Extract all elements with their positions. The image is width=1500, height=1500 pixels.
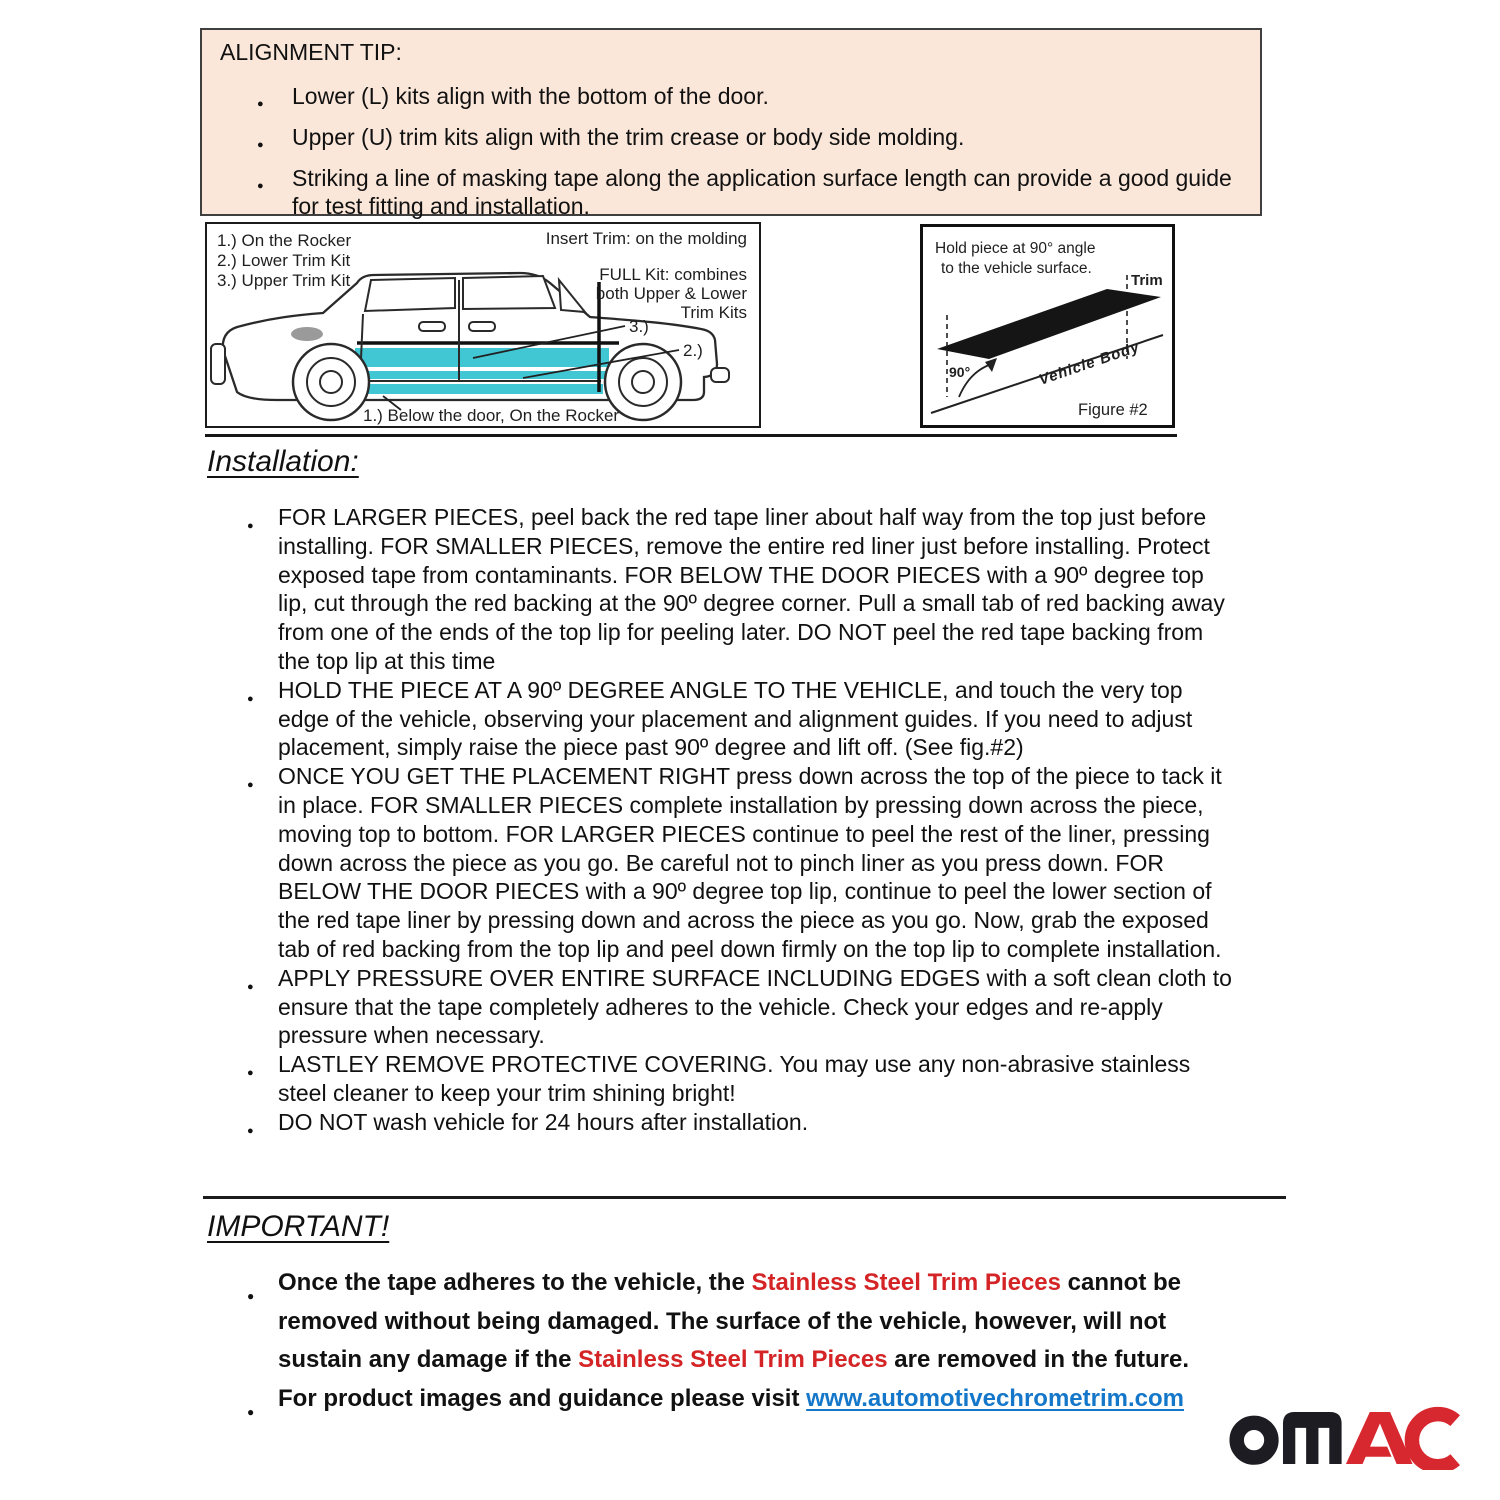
figure2-caption: to the vehicle surface. [941,260,1092,277]
label-2: 2.) [683,341,703,360]
tip-bullet-text: Upper (U) trim kits align with the trim crease or body side molding. [292,124,965,150]
installation-bullet-text: DO NOT wash vehicle for 24 hours after installation. [278,1108,809,1135]
trim-label: Trim [1131,272,1163,289]
important-text: Once the tape adheres to the vehicle, the [278,1269,752,1296]
important-list [247,1264,1232,1418]
car-diagram-box [205,222,761,428]
logo-letter-c [1412,1414,1455,1466]
vehicle-body-label: Vehicle Body [1036,338,1143,389]
omac-logo [1228,1406,1474,1470]
list-item [247,762,1239,964]
important-text: For product images and guidance please visit [278,1384,807,1412]
figure2-illustration [923,227,1172,425]
important-text: cannot be removed without being damaged. The surface of the vehicle, however, will not sustain any damage if the [278,1269,1182,1373]
logo-letter-m [1283,1412,1342,1464]
list-item [220,123,1242,151]
label-1: 1.) Below the door, On the Rocker [363,406,620,425]
front-window [365,278,455,311]
figure-number-label: Figure #2 [1078,401,1148,419]
list-item [247,964,1239,1050]
highlighted-product-name: Stainless Steel Trim Pieces [578,1346,888,1373]
car-legend-line: 1.) On the Rocker [217,231,352,250]
website-link[interactable]: www.automotivechrometrim.com [806,1384,1184,1412]
list-item [247,1050,1239,1108]
full-kit-label: FULL Kit: combines [599,265,747,284]
installation-heading: Installation: [207,445,359,478]
figure2-box [920,224,1175,428]
mirror [291,327,323,341]
figure2-caption: Hold piece at 90° angle [935,240,1096,257]
installation-bullet-text: ONCE YOU GET THE PLACEMENT RIGHT press down across the top of the piece to tack it in place. FOR SMALLER PIECES complete installation by pressing down across the piece, moving top to bottom. FOR LARGER PIECES continue to peel the rest of the liner, pressing down across the piece as you go. Be careful not to pinch liner as you press down. FOR BELOW THE DOOR PIECES with a 90º degree top lip, continue to peel the lower section of the red tape liner by pressing down and across the piece as you go. Now, grab the exposed tab of red backing from the top lip and peel down firmly on the top lip to complete installation. [278,763,1222,962]
important-text: are removed in the future. [887,1346,1190,1373]
car-legend-line: 2.) Lower Trim Kit [217,251,351,270]
installation-bullet-text: HOLD THE PIECE AT A 90º DEGREE ANGLE TO THE VEHICLE, and touch the very top edge of the vehicle, observing your placement and alignment guides. If you need to adjust placement, simply raise the piece past 90º degree and lift off. (See fig.#2) [278,676,1193,761]
list-item [247,503,1239,676]
tip-bullet-text: Lower (L) kits align with the bottom of the door. [292,83,769,109]
alignment-tip-box [200,28,1262,219]
door-handle [469,322,495,331]
list-item [247,676,1239,762]
logo-letter-o [1237,1423,1272,1458]
front-wheel [293,344,369,420]
label-3: 3.) [629,317,649,336]
installation-bullet-text: FOR LARGER PIECES, peel back the red tape liner about half way from the top just before installing. FOR SMALLER PIECES, remove the entire red liner just before installing. Protect exposed tape from contaminants. FOR BELOW THE DOOR PIECES with a 90º degree top lip, cut through the red backing at the 90º degree corner. Pull a small tab of red backing away from one of the ends of the top lip for peeling later. DO NOT peel the red tape backing from the top lip at this time [278,504,1225,674]
list-item [220,82,1242,110]
rocker-trim-stripe [363,384,603,394]
installation-list [247,503,1239,1137]
quarter-window [559,280,585,312]
full-kit-label: Trim Kits [680,303,747,322]
highlighted-product-name: Stainless Steel Trim Pieces [751,1269,1061,1296]
lower-trim-stripe [355,371,609,379]
angle-label: 90° [949,364,971,380]
door-handle [419,322,445,331]
section-divider [203,1196,1286,1199]
omac-logo-graphic [1228,1406,1474,1470]
tip-bullet-text: Striking a line of masking tape along the application surface length can provide a good guide for test fitting and installation. [292,165,1232,219]
car-illustration [207,224,759,426]
installation-bullet-text: APPLY PRESSURE OVER ENTIRE SURFACE INCLUDING EDGES with a soft clean cloth to ensure that the tape completely adheres to the vehicle. Check your edges and re-apply pressure when necessary. [278,964,1232,1049]
front-bumper [211,344,225,384]
alignment-tip-title: ALIGNMENT TIP: [220,39,402,65]
car-legend-line: 3.) Upper Trim Kit [217,271,351,290]
diagram-underline [205,434,1177,437]
list-item [247,1380,1232,1419]
list-item [220,164,1242,220]
list-item [247,1108,1239,1137]
important-heading: IMPORTANT! [207,1210,390,1243]
insert-trim-label: Insert Trim: on the molding [545,229,747,248]
rear-window [463,276,555,309]
list-item [247,1264,1232,1380]
full-kit-label: both Upper & Lower [595,284,747,303]
logo-letter-a-bar [1361,1447,1391,1457]
rear-bumper [711,368,729,382]
installation-bullet-text: LASTLEY REMOVE PROTECTIVE COVERING. You may use any non-abrasive stainless steel cleaner to keep your trim shining bright! [278,1051,1191,1106]
alignment-tip-list [220,82,1242,220]
upper-trim-stripe [355,348,609,367]
